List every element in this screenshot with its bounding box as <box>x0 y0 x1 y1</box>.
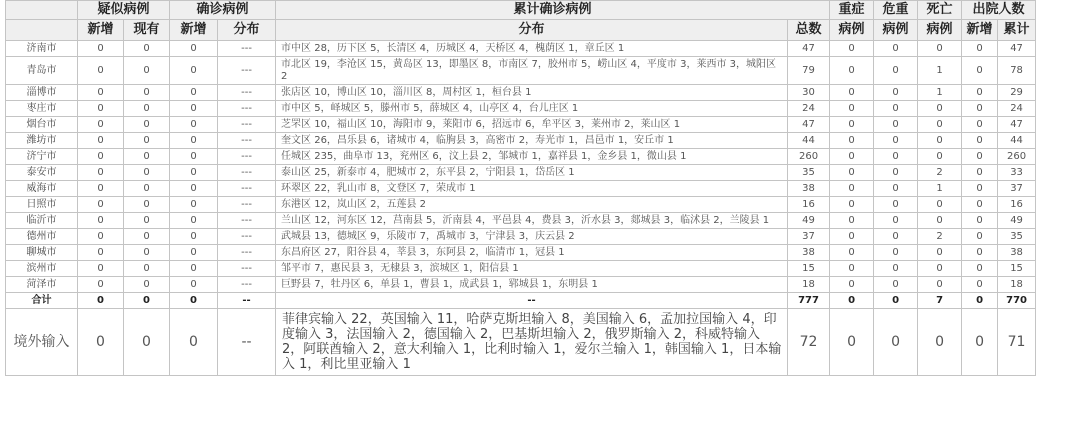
death-count: 0 <box>918 41 962 57</box>
suspected-current: 0 <box>124 277 170 293</box>
discharged-total: 71 <box>998 309 1036 376</box>
city-name: 泰安市 <box>6 165 78 181</box>
death-count: 0 <box>918 197 962 213</box>
header-discharged-new: 新增 <box>962 20 998 41</box>
severe-count: 0 <box>830 85 874 101</box>
cumulative-total: 38 <box>788 245 830 261</box>
city-name: 青岛市 <box>6 57 78 85</box>
critical-count: 0 <box>874 149 918 165</box>
critical-count: 0 <box>874 293 918 309</box>
table-row <box>6 261 1076 277</box>
critical-count: 0 <box>874 181 918 197</box>
critical-count: 0 <box>874 245 918 261</box>
table-row <box>6 181 1076 197</box>
suspected-current: 0 <box>124 229 170 245</box>
confirmed-dist: --- <box>218 277 276 293</box>
critical-count: 0 <box>874 57 918 85</box>
table-row <box>6 101 1076 117</box>
cumulative-dist: 菲律宾输入 22，英国输入 11，哈萨克斯坦输入 8，美国输入 6，孟加拉国输入 4，印度输入 3，法国输入 2，德国输入 2，巴基斯坦输入 2，俄罗斯输入 2，科威特输入 2，阿联酋输入 2，意大利输入 1，比利时输入 1，爱尔兰输入 1，韩国输入 1，日本输入 1，利比里亚输入 1 <box>276 309 788 376</box>
discharged-total: 15 <box>998 261 1036 277</box>
severe-count: 0 <box>830 57 874 85</box>
confirmed-dist: --- <box>218 229 276 245</box>
cumulative-dist: 张店区 10，博山区 10，淄川区 8，周村区 1，桓台县 1 <box>276 85 788 101</box>
discharged-new: 0 <box>962 165 998 181</box>
confirmed-new: 0 <box>170 245 218 261</box>
suspected-new: 0 <box>78 309 124 376</box>
confirmed-dist: --- <box>218 261 276 277</box>
header-confirmed: 确诊病例 <box>170 1 276 20</box>
header-critical-case: 病例 <box>874 20 918 41</box>
confirmed-new: 0 <box>170 213 218 229</box>
cumulative-total: 47 <box>788 117 830 133</box>
table-row <box>6 165 1076 181</box>
table-row <box>6 133 1076 149</box>
city-name: 枣庄市 <box>6 101 78 117</box>
confirmed-new: 0 <box>170 261 218 277</box>
header-severe: 重症 <box>830 1 874 20</box>
critical-count: 0 <box>874 101 918 117</box>
discharged-total: 35 <box>998 229 1036 245</box>
severe-count: 0 <box>830 277 874 293</box>
critical-count: 0 <box>874 133 918 149</box>
critical-count: 0 <box>874 229 918 245</box>
city-name: 济宁市 <box>6 149 78 165</box>
covid-stats-table <box>5 0 1076 376</box>
confirmed-new: 0 <box>170 101 218 117</box>
death-count: 0 <box>918 261 962 277</box>
death-count: 2 <box>918 165 962 181</box>
city-name: 临沂市 <box>6 213 78 229</box>
header-confirmed-dist: 分布 <box>218 20 276 41</box>
discharged-total: 770 <box>998 293 1036 309</box>
suspected-current: 0 <box>124 213 170 229</box>
discharged-new: 0 <box>962 117 998 133</box>
cumulative-dist: 奎文区 26，昌乐县 6，诸城市 4，临朐县 3，高密市 2，寿光市 1，昌邑市 1，安丘市 1 <box>276 133 788 149</box>
discharged-new: 0 <box>962 41 998 57</box>
severe-count: 0 <box>830 229 874 245</box>
critical-count: 0 <box>874 213 918 229</box>
cumulative-total: 79 <box>788 57 830 85</box>
confirmed-new: 0 <box>170 229 218 245</box>
suspected-current: 0 <box>124 293 170 309</box>
cumulative-total: 30 <box>788 85 830 101</box>
discharged-total: 16 <box>998 197 1036 213</box>
city-name: 合计 <box>6 293 78 309</box>
table-row <box>6 197 1076 213</box>
confirmed-new: 0 <box>170 41 218 57</box>
suspected-new: 0 <box>78 277 124 293</box>
severe-count: 0 <box>830 309 874 376</box>
cumulative-dist: 东港区 12，岚山区 2，五莲县 2 <box>276 197 788 213</box>
confirmed-dist: --- <box>218 149 276 165</box>
total-row <box>6 293 1076 309</box>
critical-count: 0 <box>874 41 918 57</box>
suspected-new: 0 <box>78 197 124 213</box>
suspected-current: 0 <box>124 101 170 117</box>
severe-count: 0 <box>830 197 874 213</box>
table-row <box>6 57 1076 85</box>
confirmed-new: 0 <box>170 85 218 101</box>
discharged-new: 0 <box>962 57 998 85</box>
header-cumulative-dist: 分布 <box>276 20 788 41</box>
table-row <box>6 245 1076 261</box>
header-critical: 危重 <box>874 1 918 20</box>
severe-count: 0 <box>830 261 874 277</box>
discharged-new: 0 <box>962 101 998 117</box>
discharged-total: 38 <box>998 245 1036 261</box>
cumulative-total: 16 <box>788 197 830 213</box>
suspected-new: 0 <box>78 245 124 261</box>
discharged-total: 260 <box>998 149 1036 165</box>
cumulative-dist: 兰山区 12，河东区 12，莒南县 5，沂南县 4，平邑县 4，费县 3，沂水县 3，郯城县 3，临沭县 2，兰陵县 1 <box>276 213 788 229</box>
confirmed-dist: --- <box>218 165 276 181</box>
critical-count: 0 <box>874 85 918 101</box>
confirmed-new: 0 <box>170 133 218 149</box>
cumulative-dist: 泰山区 25，新泰市 4，肥城市 2，东平县 2，宁阳县 1，岱岳区 1 <box>276 165 788 181</box>
severe-count: 0 <box>830 101 874 117</box>
death-count: 0 <box>918 245 962 261</box>
city-name: 菏泽市 <box>6 277 78 293</box>
suspected-new: 0 <box>78 165 124 181</box>
death-count: 1 <box>918 181 962 197</box>
suspected-current: 0 <box>124 133 170 149</box>
cumulative-total: 47 <box>788 41 830 57</box>
cumulative-total: 35 <box>788 165 830 181</box>
header-severe-case: 病例 <box>830 20 874 41</box>
cumulative-total: 15 <box>788 261 830 277</box>
header-suspected-new: 新增 <box>78 20 124 41</box>
cumulative-total: 37 <box>788 229 830 245</box>
confirmed-dist: --- <box>218 117 276 133</box>
suspected-new: 0 <box>78 293 124 309</box>
discharged-total: 47 <box>998 41 1036 57</box>
severe-count: 0 <box>830 117 874 133</box>
suspected-current: 0 <box>124 197 170 213</box>
severe-count: 0 <box>830 165 874 181</box>
critical-count: 0 <box>874 277 918 293</box>
header-blank-2 <box>6 20 78 41</box>
discharged-new: 0 <box>962 149 998 165</box>
confirmed-dist: -- <box>218 293 276 309</box>
discharged-total: 29 <box>998 85 1036 101</box>
suspected-new: 0 <box>78 229 124 245</box>
critical-count: 0 <box>874 165 918 181</box>
confirmed-dist: --- <box>218 41 276 57</box>
death-count: 0 <box>918 213 962 229</box>
critical-count: 0 <box>874 197 918 213</box>
header-cumulative-total: 总数 <box>788 20 830 41</box>
confirmed-new: 0 <box>170 57 218 85</box>
severe-count: 0 <box>830 133 874 149</box>
death-count: 7 <box>918 293 962 309</box>
discharged-new: 0 <box>962 293 998 309</box>
suspected-new: 0 <box>78 261 124 277</box>
confirmed-dist: -- <box>218 309 276 376</box>
discharged-total: 44 <box>998 133 1036 149</box>
cumulative-total: 72 <box>788 309 830 376</box>
confirmed-dist: --- <box>218 197 276 213</box>
cumulative-dist: 市北区 19，李沧区 15，黄岛区 13，即墨区 8，市南区 7，胶州市 5，崂山区 4，平度市 3，莱西市 3，城阳区 2 <box>276 57 788 85</box>
header-death-case: 病例 <box>918 20 962 41</box>
severe-count: 0 <box>830 149 874 165</box>
suspected-current: 0 <box>124 261 170 277</box>
confirmed-new: 0 <box>170 309 218 376</box>
discharged-new: 0 <box>962 85 998 101</box>
city-name: 滨州市 <box>6 261 78 277</box>
death-count: 0 <box>918 101 962 117</box>
confirmed-dist: --- <box>218 213 276 229</box>
death-count: 0 <box>918 133 962 149</box>
header-death: 死亡 <box>918 1 962 20</box>
discharged-total: 37 <box>998 181 1036 197</box>
critical-count: 0 <box>874 309 918 376</box>
table-row <box>6 149 1076 165</box>
death-count: 0 <box>918 309 962 376</box>
suspected-new: 0 <box>78 213 124 229</box>
death-count: 0 <box>918 277 962 293</box>
confirmed-dist: --- <box>218 133 276 149</box>
discharged-new: 0 <box>962 277 998 293</box>
cumulative-dist: 市中区 28，历下区 5，长清区 4，历城区 4，天桥区 4，槐荫区 1，章丘区 1 <box>276 41 788 57</box>
discharged-total: 18 <box>998 277 1036 293</box>
suspected-new: 0 <box>78 57 124 85</box>
suspected-new: 0 <box>78 181 124 197</box>
suspected-current: 0 <box>124 181 170 197</box>
city-name: 烟台市 <box>6 117 78 133</box>
confirmed-new: 0 <box>170 277 218 293</box>
city-name: 济南市 <box>6 41 78 57</box>
severe-count: 0 <box>830 41 874 57</box>
suspected-new: 0 <box>78 85 124 101</box>
confirmed-new: 0 <box>170 149 218 165</box>
header-discharged-total: 累计 <box>998 20 1036 41</box>
cumulative-dist: -- <box>276 293 788 309</box>
critical-count: 0 <box>874 117 918 133</box>
header-suspected-current: 现有 <box>124 20 170 41</box>
confirmed-new: 0 <box>170 181 218 197</box>
suspected-new: 0 <box>78 41 124 57</box>
suspected-current: 0 <box>124 85 170 101</box>
suspected-current: 0 <box>124 165 170 181</box>
discharged-new: 0 <box>962 213 998 229</box>
suspected-current: 0 <box>124 117 170 133</box>
cumulative-total: 49 <box>788 213 830 229</box>
cumulative-dist: 东昌府区 27，阳谷县 4，莘县 3，东阿县 2，临清市 1，冠县 1 <box>276 245 788 261</box>
confirmed-dist: --- <box>218 57 276 85</box>
confirmed-new: 0 <box>170 197 218 213</box>
suspected-current: 0 <box>124 309 170 376</box>
discharged-new: 0 <box>962 229 998 245</box>
discharged-new: 0 <box>962 133 998 149</box>
suspected-new: 0 <box>78 133 124 149</box>
table-row <box>6 41 1076 57</box>
discharged-new: 0 <box>962 181 998 197</box>
header-blank <box>6 1 78 20</box>
city-name: 德州市 <box>6 229 78 245</box>
suspected-current: 0 <box>124 57 170 85</box>
city-name: 威海市 <box>6 181 78 197</box>
cumulative-dist: 巨野县 7，牡丹区 6，单县 1，曹县 1，成武县 1，郓城县 1，东明县 1 <box>276 277 788 293</box>
cumulative-total: 260 <box>788 149 830 165</box>
table-row <box>6 229 1076 245</box>
death-count: 1 <box>918 85 962 101</box>
discharged-total: 33 <box>998 165 1036 181</box>
cumulative-total: 18 <box>788 277 830 293</box>
cumulative-dist: 武城县 13，德城区 9，乐陵市 7，禹城市 3，宁津县 3，庆云县 2 <box>276 229 788 245</box>
cumulative-dist: 环翠区 22，乳山市 8，文登区 7，荣成市 1 <box>276 181 788 197</box>
cumulative-dist: 市中区 5，峄城区 5，滕州市 5，薛城区 4，山亭区 4，台儿庄区 1 <box>276 101 788 117</box>
cumulative-total: 44 <box>788 133 830 149</box>
foreign-input-row <box>6 309 1076 376</box>
critical-count: 0 <box>874 261 918 277</box>
discharged-total: 47 <box>998 117 1036 133</box>
city-name: 聊城市 <box>6 245 78 261</box>
city-name: 淄博市 <box>6 85 78 101</box>
cumulative-dist: 芝罘区 10，福山区 10，海阳市 9，莱阳市 6，招远市 6，牟平区 3，莱州市 2，莱山区 1 <box>276 117 788 133</box>
confirmed-new: 0 <box>170 165 218 181</box>
cumulative-dist: 邹平市 7，惠民县 3，无棣县 3，滨城区 1，阳信县 1 <box>276 261 788 277</box>
table-row <box>6 277 1076 293</box>
header-discharged: 出院人数 <box>962 1 1036 20</box>
table-body <box>6 41 1076 376</box>
discharged-new: 0 <box>962 245 998 261</box>
death-count: 2 <box>918 229 962 245</box>
city-name: 境外输入 <box>6 309 78 376</box>
discharged-total: 78 <box>998 57 1036 85</box>
confirmed-new: 0 <box>170 117 218 133</box>
header-cumulative: 累计确诊病例 <box>276 1 830 20</box>
severe-count: 0 <box>830 245 874 261</box>
discharged-new: 0 <box>962 309 998 376</box>
discharged-total: 49 <box>998 213 1036 229</box>
confirmed-new: 0 <box>170 293 218 309</box>
death-count: 1 <box>918 57 962 85</box>
suspected-current: 0 <box>124 245 170 261</box>
discharged-new: 0 <box>962 261 998 277</box>
cumulative-total: 777 <box>788 293 830 309</box>
suspected-new: 0 <box>78 101 124 117</box>
death-count: 0 <box>918 149 962 165</box>
severe-count: 0 <box>830 213 874 229</box>
confirmed-dist: --- <box>218 85 276 101</box>
confirmed-dist: --- <box>218 181 276 197</box>
suspected-new: 0 <box>78 149 124 165</box>
cumulative-dist: 任城区 235，曲阜市 13，兖州区 6，汶上县 2，邹城市 1，嘉祥县 1，金乡县 1，微山县 1 <box>276 149 788 165</box>
discharged-total: 24 <box>998 101 1036 117</box>
city-name: 日照市 <box>6 197 78 213</box>
cumulative-total: 24 <box>788 101 830 117</box>
discharged-new: 0 <box>962 197 998 213</box>
table-row <box>6 117 1076 133</box>
confirmed-dist: --- <box>218 245 276 261</box>
severe-count: 0 <box>830 181 874 197</box>
suspected-current: 0 <box>124 41 170 57</box>
death-count: 0 <box>918 117 962 133</box>
suspected-new: 0 <box>78 117 124 133</box>
cumulative-total: 38 <box>788 181 830 197</box>
table-row <box>6 213 1076 229</box>
severe-count: 0 <box>830 293 874 309</box>
confirmed-dist: --- <box>218 101 276 117</box>
table-row <box>6 85 1076 101</box>
header-suspected: 疑似病例 <box>78 1 170 20</box>
suspected-current: 0 <box>124 149 170 165</box>
city-name: 潍坊市 <box>6 133 78 149</box>
header-confirmed-new: 新增 <box>170 20 218 41</box>
